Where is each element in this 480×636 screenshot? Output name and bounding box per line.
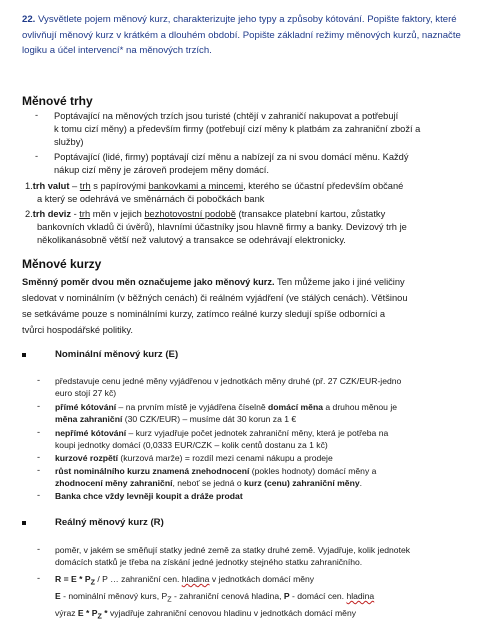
text-line: zhodnocení měny zahraniční, neboť se jedná o kurz (cenu) zahraniční měny. (55, 478, 362, 488)
formula-line: $R = E * P_Z / P$ … zahraniční cen. hladina v jednotkách domácí měny (55, 574, 315, 587)
heading-realny-kurz: Reálný měnový kurz (R) (55, 517, 164, 528)
text-line: koupi jednotky domácí (0,0333 EUR/CZK – kolik centů dostanu za 1 kč) (55, 440, 328, 450)
dash-bullet: - (37, 573, 41, 583)
paragraph-line: Směnný poměr dvou měn označujeme jako měnový kurz. Ten můžeme jako i jiné veličiny (22, 277, 405, 287)
text-line: měna zahraniční (30 CZK/EUR) – musíme dát 30 korun za 1 € (55, 414, 297, 424)
text-line: Banka chce vždy levněji koupit a dráže prodat (55, 491, 243, 501)
text-line: představuje cenu jedné měny vyjádřenou v jednotkách měny druhé (př. 27 CZK/EUR-jedno (55, 376, 402, 386)
question-number: 22. (22, 14, 36, 25)
text-line: a který se odehrává ve směnárnách či pobočkách bank (37, 194, 265, 204)
text-line: k tomu cizí měny) a především firmy (potřebují cizí měny k platbám za zahraniční zboží a (54, 124, 421, 134)
dash-bullet: - (37, 544, 41, 554)
dash-bullet: - (37, 490, 41, 500)
heading-nominalni-kurz: Nominální měnový kurz (E) (55, 349, 179, 360)
text-line: kurzové rozpětí (kurzová marže) = rozdíl mezi cenami nákupu a prodeje (55, 453, 333, 463)
dash-bullet: - (37, 375, 41, 385)
dash-bullet: - (35, 151, 39, 161)
text-line: nákup cizí měny je zároveň prodejem měny domácí. (54, 165, 269, 175)
question-text (22, 12, 467, 59)
text-line: několikanásobně větší než valutový a transakce se odehrávají elektronicky. (37, 235, 346, 245)
list-item-trh-deviz: 2.trh deviz - trh měn v jejich bezhotovostní podobě (transakce platební kartou, zůstatky (25, 209, 386, 219)
text-line: nepřímé kótování – kurz vyjadřuje počet jednotek zahraniční měny, která je potřeba na (55, 428, 389, 438)
text-line: euro stojí 27 kč) (55, 388, 117, 398)
text-line: domácích statků je třeba na získání jedné jednotky stejného statku zahraničního. (55, 557, 363, 567)
text-line: Poptávající na měnových trzích jsou turisté (chtějí v zahraničí nakupovat a potřebují (54, 111, 399, 121)
paragraph-line: se setkáváme pouze s nominálními kurzy, zatímco reálné kurzy sledují spíše odborníci a (22, 309, 386, 319)
text-line: poměr, v jakém se směňují statky jedné země za statky druhé země. Vyjadřuje, kolik jednotek (55, 545, 411, 555)
paragraph-line: tvůrci hospodářské politiky. (22, 325, 133, 335)
text-line: Poptávající (lidé, firmy) poptávají cizí měnu a nabízejí za ni svou domácí měnu. Každý (54, 152, 409, 162)
paragraph-line: sledovat v nominálním (v běžných cenách) či reálném vyjádření (ve stálých cenách). Většinou (22, 293, 408, 303)
question-body: Vysvětlete pojem měnový kurz, charakterizujte jeho typy a způsoby kótování. Popište faktory, které ovlivňují měnový kurz v krátkém a dlouhém období. Popište základní režimy měnových kurzů, naznačte logiku a účel intervencí* na měnových trzích. (22, 14, 461, 56)
list-item-trh-valut: 1.trh valut – trh s papírovými bankovkami a mincemi, kterého se účastní především občané (25, 181, 404, 191)
dash-bullet: - (37, 427, 41, 437)
dash-bullet: - (37, 452, 41, 462)
formula-line: výraz E * $P_Z$ * vyjadřuje zahraniční cenovou hladinu v jednotkách domácí měny (55, 608, 357, 621)
text-line: služby) (54, 137, 84, 147)
heading-menove-trhy: Měnové trhy (22, 94, 93, 108)
dash-bullet: - (37, 465, 41, 475)
text-line: růst nominálního kurzu znamená znehodnocení (pokles hodnoty) domácí měny a (55, 466, 377, 476)
dash-bullet: - (35, 110, 39, 120)
formula-line: E - nominální měnový kurs, $P_Z$ - zahraniční cenová hladina, P - domácí cen. hladina (55, 591, 375, 604)
text-line: přímé kótování – na prvním místě je vyjádřena číselně domácí měna a druhou měnou je (55, 402, 398, 412)
heading-menove-kurzy: Měnové kurzy (22, 257, 102, 271)
dash-bullet: - (37, 401, 41, 411)
text-line: bankovních vkladů či úvěrů), hlavními účastníky jsou hlavně firmy a banky. Devizový trh je (37, 222, 407, 232)
square-bullet (22, 521, 26, 525)
square-bullet (22, 353, 26, 357)
